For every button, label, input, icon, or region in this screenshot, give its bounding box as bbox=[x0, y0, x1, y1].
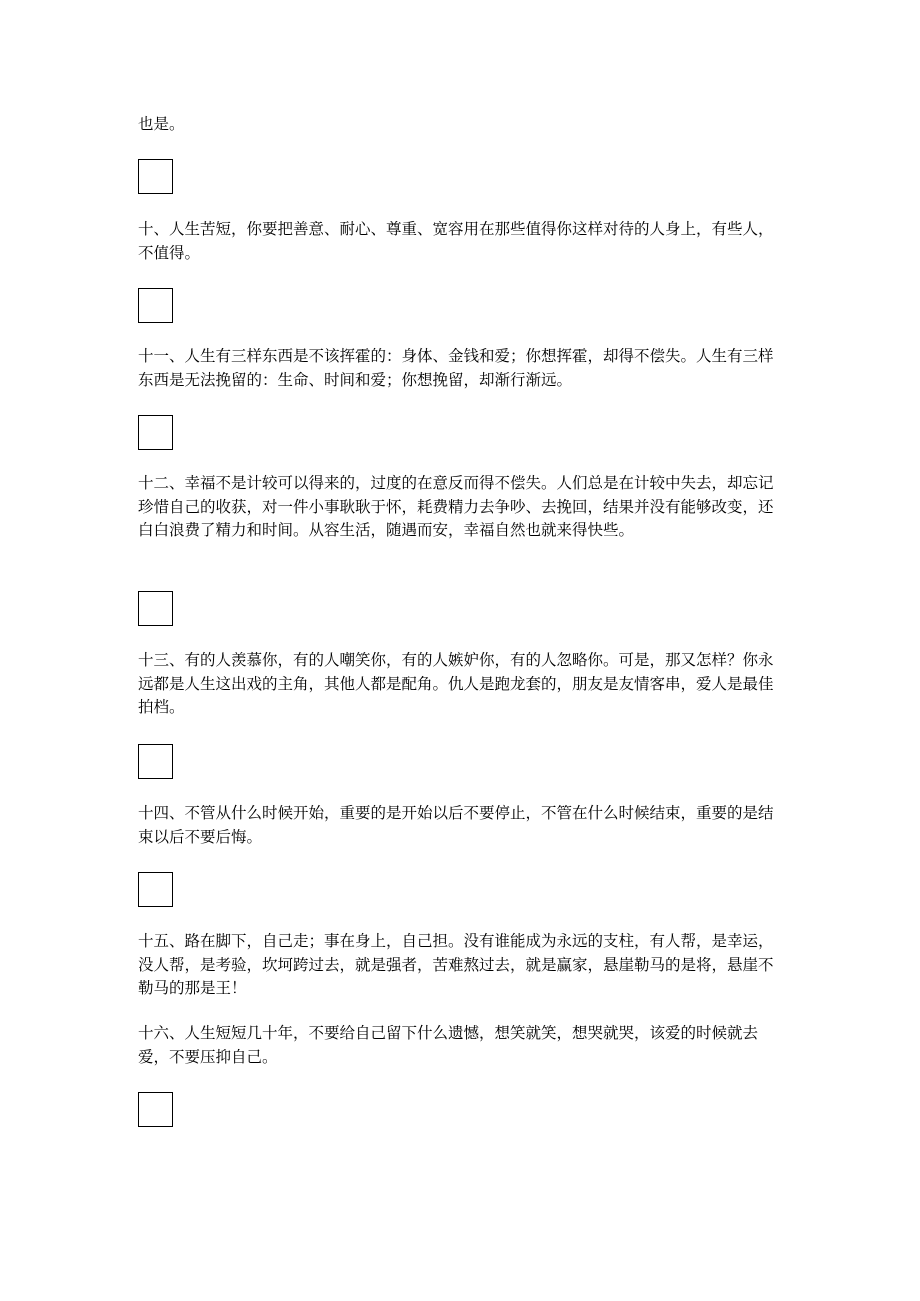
checkbox-4[interactable] bbox=[138, 591, 173, 626]
paragraph-13: 十三、有的人羡慕你，有的人嘲笑你，有的人嫉妒你，有的人忽略你。可是，那又怎样？你永远都是人生这出戏的主角，其他人都是配角。仇人是跑龙套的，朋友是友情客串，爱人是最佳拍档。 bbox=[138, 651, 774, 716]
paragraph-10: 十、人生苦短，你要把善意、耐心、尊重、宽容用在那些值得你这样对待的人身上，有些人，不值得。 bbox=[138, 220, 774, 262]
paragraph-11: 十一、人生有三样东西是不该挥霍的：身体、金钱和爱；你想挥霍，却得不偿失。人生有三样东西是无法挽留的：生命、时间和爱；你想挽留，却渐行渐远。 bbox=[138, 347, 774, 389]
checkbox-7[interactable] bbox=[138, 1092, 173, 1127]
paragraph-15: 十五、路在脚下，自己走；事在身上，自己担。没有谁能成为永远的支柱，有人帮，是幸运，没人帮，是考验，坎坷跨过去，就是强者，苦难熬过去，就是赢家，悬崖勒马的是将，悬崖不勒马的那是王！ bbox=[138, 932, 774, 997]
checkbox-3[interactable] bbox=[138, 415, 173, 450]
checkbox-5[interactable] bbox=[138, 744, 173, 779]
checkbox-1[interactable] bbox=[138, 159, 173, 194]
checkbox-2[interactable] bbox=[138, 288, 173, 323]
paragraph-12: 十二、幸福不是计较可以得来的，过度的在意反而得不偿失。人们总是在计较中失去，却忘记珍惜自己的收获，对一件小事耿耿于怀，耗费精力去争吵、去挽回，结果并没有能够改变，还白白浪费了精力和时间。从容生活，随遇而安，幸福自然也就来得快些。 bbox=[138, 474, 774, 539]
paragraph-14: 十四、不管从什么时候开始，重要的是开始以后不要停止，不管在什么时候结束，重要的是结束以后不要后悔。 bbox=[138, 804, 774, 846]
paragraph-16: 十六、人生短短几十年，不要给自己留下什么遗憾，想笑就笑，想哭就哭，该爱的时候就去爱，不要压抑自己。 bbox=[138, 1024, 759, 1066]
paragraph-continuation: 也是。 bbox=[138, 115, 185, 133]
checkbox-6[interactable] bbox=[138, 872, 173, 907]
